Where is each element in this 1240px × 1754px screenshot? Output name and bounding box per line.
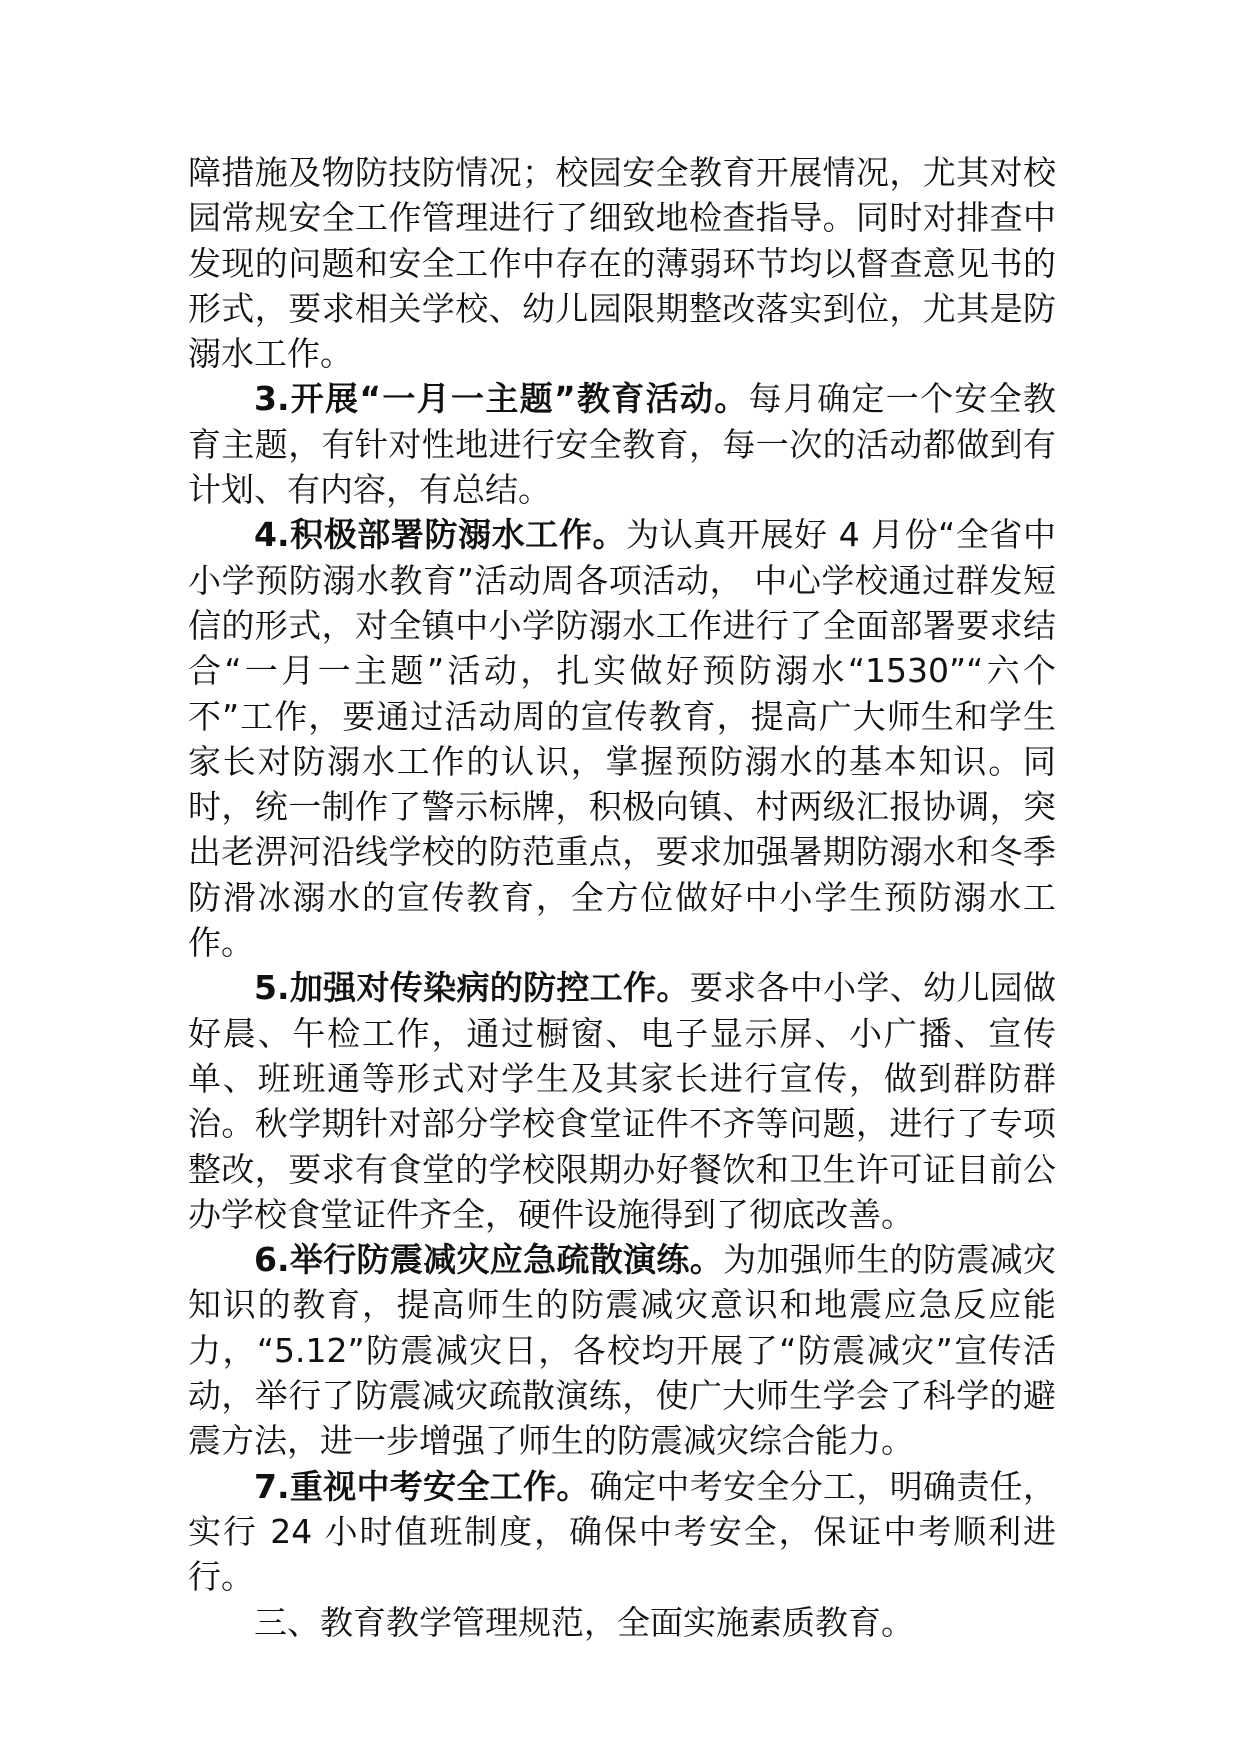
paragraph-theme-activities (188, 376, 1056, 512)
paragraph-disease-control (188, 965, 1056, 1237)
paragraph-body: 障措施及物防技防情况；校园安全教育开展情况，尤其对校园常规安全工作管理进行了细致地检查指导。同时对排查中发现的问题和安全工作中存在的薄弱环节均以督查意见书的形式，要求相关学校、幼儿园限期整改落实到位，尤其是防溺水工作。 (188, 153, 1056, 374)
paragraph-heading: 4.积极部署防溺水工作。 (254, 515, 627, 555)
paragraph-body: 为认真开展好 4 月份“全省中小学预防溺水教育”活动周各项活动， 中心学校通过群发短信的形式，对全镇中小学防溺水工作进行了全面部署要求结合“一月一主题”活动，扎实做好预防溺水“1530”“六个不”工作，要通过活动周的宣传教育，提高广大师生和学生家长对防溺水工作的认识，掌握预防溺水的基本知识。同时，统一制作了警示标牌，积极向镇、村两级汇报协调，突出老淠河沿线学校的防范重点，要求加强暑期防溺水和冬季防滑冰溺水的宣传教育，全方位做好中小学生预防溺水工作。 (188, 515, 1056, 963)
paragraph-exam-safety (188, 1464, 1056, 1600)
paragraph-heading: 6.举行防震减灾应急疏散演练。 (254, 1240, 724, 1280)
paragraph-drowning-prevention (188, 512, 1056, 965)
paragraph-heading: 7.重视中考安全工作。 (254, 1466, 590, 1506)
document-page (188, 150, 1056, 1645)
section-heading: 三、教育教学管理规范，全面实施素质教育。 (254, 1602, 914, 1642)
paragraph-continued (188, 150, 1056, 376)
paragraph-earthquake-drill (188, 1237, 1056, 1463)
paragraph-body: 为加强师生的防震减灾知识的教育，提高师生的防震减灾意识和地震应急反应能力，“5.12”防震减灾日，各校均开展了“防震减灾”宣传活动，举行了防震减灾疏散演练，使广大师生学会了科学的避震方法，进一步增强了师生的防震减灾综合能力。 (188, 1240, 1057, 1461)
paragraph-body: 每月确定一个安全教育主题，有针对性地进行安全教育，每一次的活动都做到有计划、有内容，有总结。 (188, 379, 1057, 510)
paragraph-body: 确定中考安全分工，明确责任，实行 24 小时值班制度，确保中考安全，保证中考顺利进行。 (188, 1466, 1057, 1597)
paragraph-heading: 5.加强对传染病的防控工作。 (254, 968, 690, 1008)
paragraph-heading: 3.开展“一月一主题”教育活动。 (254, 379, 749, 419)
paragraph-body: 要求各中小学、幼儿园做好晨、午检工作，通过橱窗、电子显示屏、小广播、宣传单、班班通等形式对学生及其家长进行宣传，做到群防群治。秋学期针对部分学校食堂证件不齐等问题，进行了专项整改，要求有食堂的学校限期办好餐饮和卫生许可证目前公办学校食堂证件齐全，硬件设施得到了彻底改善。 (188, 968, 1057, 1234)
